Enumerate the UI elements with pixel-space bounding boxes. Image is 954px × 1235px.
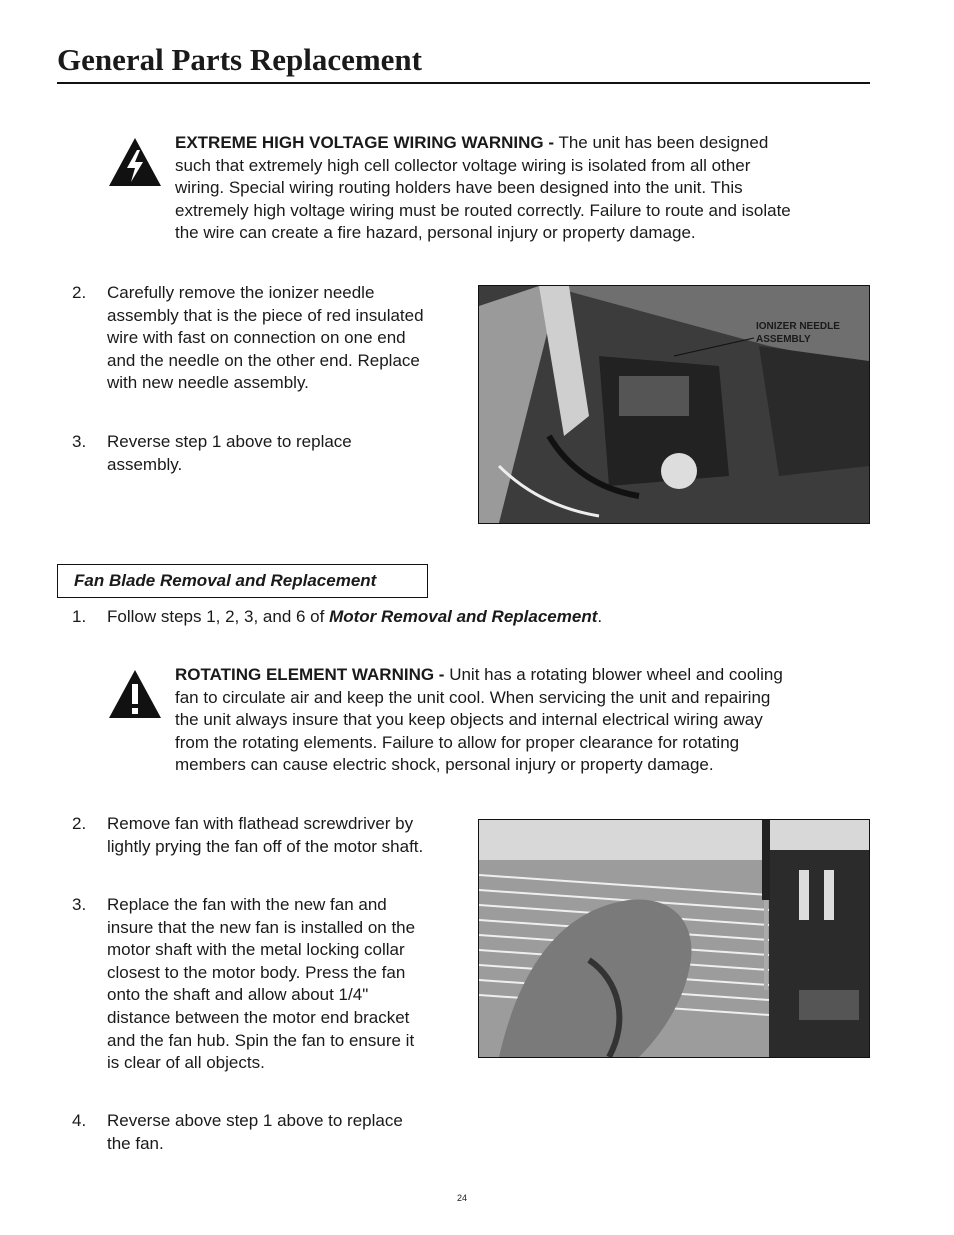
step-line: onto the shaft and allow about 1/4" bbox=[107, 985, 369, 1005]
section-reference: Motor Removal and Replacement bbox=[329, 607, 598, 626]
step-text: Follow steps 1, 2, 3, and 6 of bbox=[107, 607, 330, 626]
step-line: Reverse step 1 above to replace bbox=[107, 432, 352, 451]
warning-line: fan to circulate air and keep the unit cool. When servicing the unit and repairing bbox=[175, 687, 771, 707]
step-number: 1. bbox=[72, 607, 87, 626]
step-line: assembly. bbox=[107, 454, 183, 474]
step-line: is clear of all objects. bbox=[107, 1053, 265, 1073]
step-line: Replace the fan with the new fan and bbox=[107, 895, 387, 914]
step-line: Reverse above step 1 above to replace bbox=[107, 1111, 403, 1130]
warning-line: Unit has a rotating blower wheel and cooling bbox=[449, 665, 783, 684]
page-number: 24 bbox=[457, 1193, 468, 1203]
high-voltage-warning-icon bbox=[107, 136, 163, 188]
page-title: General Parts Replacement bbox=[57, 42, 422, 77]
fan-photo bbox=[478, 819, 870, 1058]
callout-line: IONIZER NEEDLE bbox=[756, 321, 840, 332]
step-line: assembly that is the piece of red insulated bbox=[107, 305, 424, 325]
warning-line: the unit always insure that you keep objects and internal electrical wiring away bbox=[175, 710, 763, 730]
step-number: 3. bbox=[72, 895, 87, 914]
warning-line: such that extremely high cell collector voltage wiring is isolated from all other bbox=[175, 155, 751, 175]
warning-line: extremely high voltage wiring must be routed correctly. Failure to route and isolate bbox=[175, 200, 791, 220]
step-number: 3. bbox=[72, 432, 87, 451]
step-line: and the fan hub. Spin the fan to ensure it bbox=[107, 1030, 415, 1050]
section-heading: Fan Blade Removal and Replacement bbox=[74, 571, 377, 590]
callout-line: ASSEMBLY bbox=[756, 334, 811, 345]
callout-label bbox=[756, 320, 866, 346]
step-line: the fan. bbox=[107, 1133, 164, 1153]
warning-heading: EXTREME HIGH VOLTAGE WIRING WARNING - bbox=[175, 133, 555, 152]
step-number: 2. bbox=[72, 283, 87, 302]
step-line: Remove fan with flathead screwdriver by bbox=[107, 814, 414, 833]
step-line: and the needle on the other end. Replace bbox=[107, 350, 420, 370]
title-divider bbox=[57, 82, 870, 84]
step-line: with new needle assembly. bbox=[107, 373, 309, 393]
high-voltage-warning-text bbox=[175, 132, 875, 245]
rotating-warning-text bbox=[175, 664, 875, 777]
step-line: distance between the motor end bracket bbox=[107, 1007, 410, 1027]
section-header-box bbox=[57, 564, 428, 598]
step-line: closest to the motor body. Press the fan bbox=[107, 962, 406, 982]
exclamation-warning-icon bbox=[107, 668, 163, 720]
warning-line: wiring. Special wiring routing holders have been designed into the unit. This bbox=[175, 178, 743, 198]
warning-line: from the rotating elements. Failure to allow for proper clearance for rotating bbox=[175, 732, 740, 752]
step-text: . bbox=[597, 607, 603, 626]
warning-line: members can cause electric shock, personal injury or property damage. bbox=[175, 755, 714, 775]
step-line: Carefully remove the ionizer needle bbox=[107, 283, 375, 302]
warning-heading: ROTATING ELEMENT WARNING - bbox=[175, 665, 445, 684]
step-line: wire with fast on connection on one end bbox=[107, 328, 406, 348]
step-line: motor shaft with the metal locking collar bbox=[107, 940, 405, 960]
step-line: lightly prying the fan off of the motor shaft. bbox=[107, 836, 424, 856]
step-number: 2. bbox=[72, 814, 87, 833]
step-line: insure that the new fan is installed on the bbox=[107, 917, 416, 937]
warning-line: the wire can create a fire hazard, personal injury or property damage. bbox=[175, 223, 696, 243]
step-number: 4. bbox=[72, 1111, 87, 1130]
warning-line: The unit has been designed bbox=[558, 133, 769, 152]
